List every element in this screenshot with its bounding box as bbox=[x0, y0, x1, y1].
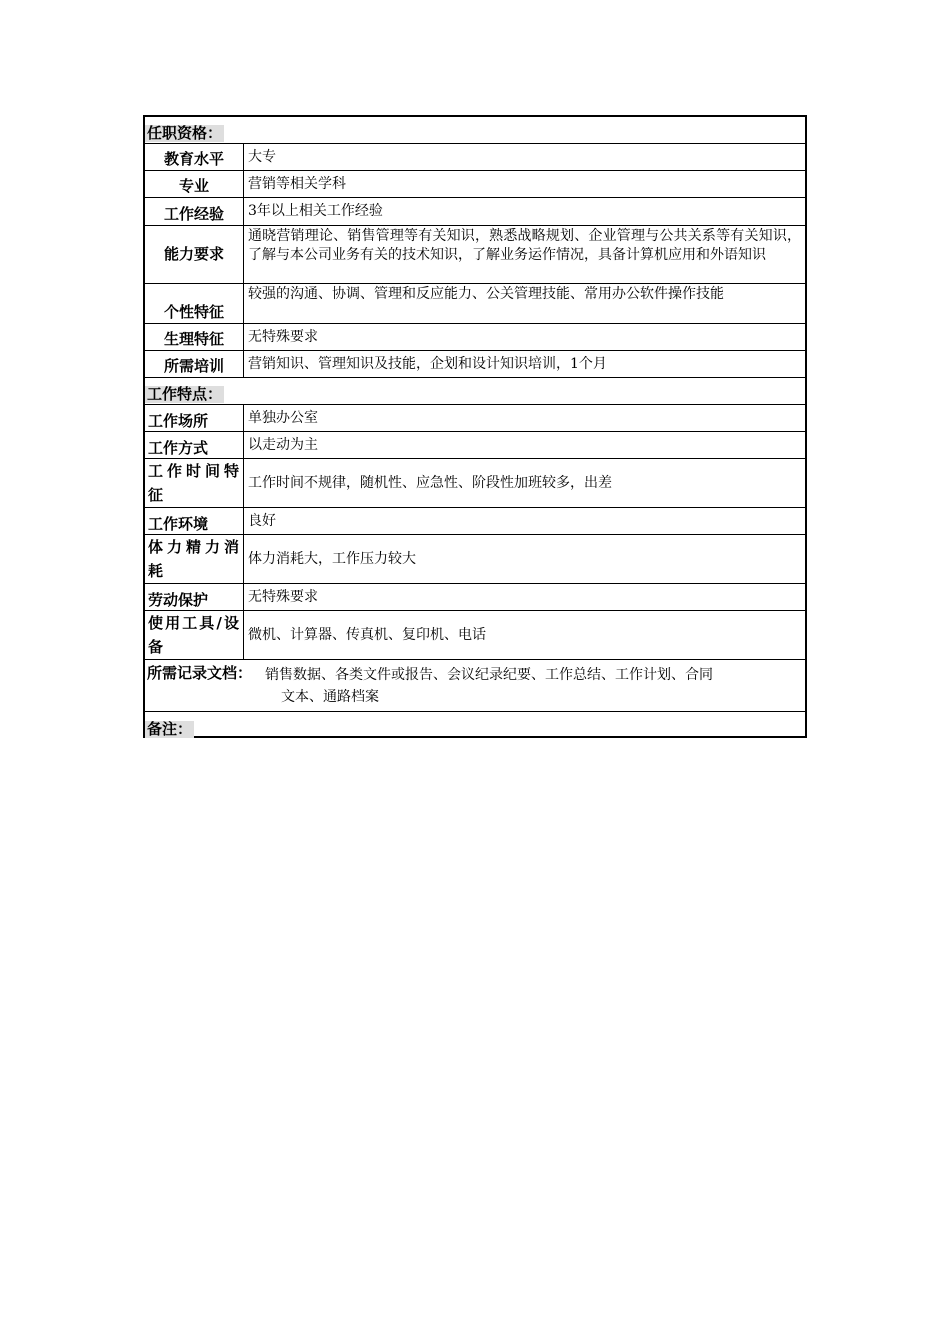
row-label: 生理特征 bbox=[145, 324, 244, 350]
row-protection bbox=[145, 584, 805, 611]
section-title: 任职资格： bbox=[147, 124, 223, 142]
section-work-features bbox=[145, 378, 805, 405]
row-value: 通晓营销理论、销售管理等有关知识，熟悉战略规划、企业管理与公共关系等有关知识，了解与本公司业务有关的技术知识，了解业务运作情况，具备计算机应用和外语知识 bbox=[248, 228, 801, 263]
row-workplace bbox=[145, 405, 805, 432]
documents-value bbox=[265, 664, 799, 708]
row-physiology bbox=[145, 324, 805, 351]
row-major bbox=[145, 171, 805, 198]
section-title: 工作特点： bbox=[147, 385, 223, 403]
row-label: 工作场所 bbox=[145, 405, 244, 431]
row-experience bbox=[145, 198, 805, 226]
row-education bbox=[145, 144, 805, 171]
row-label: 劳动保护 bbox=[145, 584, 244, 610]
row-label: 教育水平 bbox=[145, 144, 244, 170]
documents-line-1: 销售数据、各类文件或报告、会议纪录纪要、工作总结、工作计划、合同 bbox=[265, 667, 713, 683]
row-label: 个性特征 bbox=[145, 284, 244, 323]
row-label: 工作时间特征 bbox=[145, 459, 244, 507]
row-value: 单独办公室 bbox=[248, 409, 318, 426]
row-value: 以走动为主 bbox=[248, 436, 318, 453]
row-documents bbox=[145, 660, 805, 712]
section-qualifications bbox=[145, 117, 805, 144]
row-remarks bbox=[145, 712, 805, 738]
row-energy bbox=[145, 535, 805, 584]
row-value: 3年以上相关工作经验 bbox=[248, 203, 383, 219]
row-label: 使用工具/设备 bbox=[145, 611, 244, 659]
row-ability bbox=[145, 226, 805, 284]
row-label: 所需培训 bbox=[145, 351, 244, 377]
row-work-hours bbox=[145, 459, 805, 508]
row-label: 能力要求 bbox=[145, 226, 244, 283]
job-description-table bbox=[143, 115, 807, 738]
row-environment bbox=[145, 508, 805, 535]
remarks-label: 备注： bbox=[147, 720, 193, 738]
row-label: 工作环境 bbox=[145, 508, 244, 534]
row-label: 工作方式 bbox=[145, 432, 244, 458]
row-value: 无特殊要求 bbox=[248, 328, 318, 345]
row-value: 体力消耗大，工作压力较大 bbox=[248, 550, 416, 567]
row-personality bbox=[145, 284, 805, 324]
documents-line-2: 文本、通路档案 bbox=[281, 689, 379, 705]
row-value: 营销等相关学科 bbox=[248, 175, 346, 192]
documents-label: 所需记录文档： bbox=[147, 664, 253, 682]
row-value: 无特殊要求 bbox=[248, 588, 318, 605]
row-value: 营销知识、管理知识及技能，企划和设计知识培训，1个月 bbox=[248, 355, 607, 372]
row-label: 工作经验 bbox=[145, 198, 244, 225]
row-value: 大专 bbox=[248, 148, 276, 165]
row-label: 专业 bbox=[145, 171, 244, 197]
row-tools bbox=[145, 611, 805, 660]
row-label: 体力精力消耗 bbox=[145, 535, 244, 583]
row-value: 较强的沟通、协调、管理和反应能力、公关管理技能、常用办公软件操作技能 bbox=[248, 286, 724, 302]
row-training bbox=[145, 351, 805, 378]
row-work-mode bbox=[145, 432, 805, 459]
row-value: 工作时间不规律，随机性、应急性、阶段性加班较多，出差 bbox=[248, 474, 612, 491]
row-value: 微机、计算器、传真机、复印机、电话 bbox=[248, 626, 486, 643]
row-value: 良好 bbox=[248, 512, 276, 529]
